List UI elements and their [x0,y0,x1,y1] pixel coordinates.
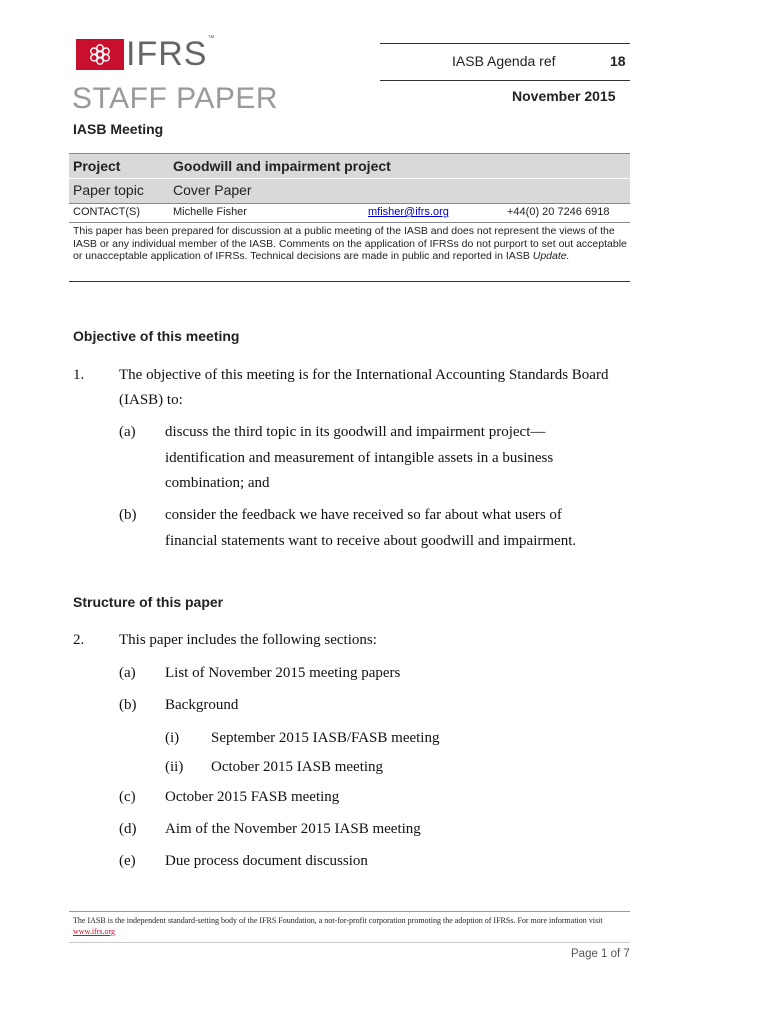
contact-name: Michelle Fisher [173,206,247,218]
list-item-text: October 2015 FASB meeting [165,789,340,805]
section-heading-objective: Objective of this meeting [73,328,240,344]
list-label: (a) [119,424,136,440]
list-item-text: discuss the third topic in its goodwill and impairment project— [165,424,546,440]
sublist-label: (ii) [165,759,184,775]
list-label: (e) [119,853,136,869]
para-text: The objective of this meeting is for the International Accounting Standards Board [119,367,609,383]
project-value: Goodwill and impairment project [173,158,391,174]
footer-note: The IASB is the independent standard-setting body of the IFRS Foundation, a not-for-profit corporation promoting the adoption of IFRSs. For more information visit www.ifrs.org [73,916,603,936]
footer-link[interactable]: www.ifrs.org [73,927,115,936]
paper-topic-row [69,178,630,204]
list-label: (a) [119,665,136,681]
list-item-text: consider the feedback we have received so far about what users of [165,507,562,523]
contact-phone: +44(0) 20 7246 6918 [507,206,610,218]
ifrs-logo [76,34,216,73]
list-label: (b) [119,507,137,523]
agenda-ref-number: 18 [610,53,626,69]
list-item-text: Aim of the November 2015 IASB meeting [165,821,421,837]
paper-topic-label: Paper topic [73,182,144,198]
para-text: This paper includes the following sections: [119,632,377,648]
contact-label: CONTACT(S) [73,206,141,218]
agenda-ref-label: IASB Agenda ref [452,53,556,69]
page-number: Page 1 of 7 [571,948,630,960]
sublist-item-text: October 2015 IASB meeting [211,759,384,775]
staff-paper-title: STAFF PAPER [72,82,279,115]
sublist-label: (i) [165,730,180,746]
paper-topic-value: Cover Paper [173,182,252,198]
paper-date: November 2015 [512,88,616,104]
ifrs-logo-mark [76,39,124,70]
para-number: 2. [73,632,85,648]
page-rule [69,942,630,943]
list-item-text: identification and measurement of intangible assets in a business [165,450,554,466]
agenda-rule-top [380,43,630,44]
flower-icon [76,39,124,70]
footer-rule [69,911,630,912]
para-number: 1. [73,367,85,383]
contact-email-link[interactable]: mfisher@ifrs.org [368,206,449,218]
disclaimer: This paper has been prepared for discussion at a public meeting of the IASB and does not represent the views of the IASB or any individual member of the IASB. Comments on the application of IFRSs do not purport to set out acceptable or unacceptable application of IFRSs. Technical decisions are made in public and reported in IASB Update. [73,225,627,262]
sublist-item-text: September 2015 IASB/FASB meeting [211,730,440,746]
list-item-text: Due process document discussion [165,853,368,869]
section-heading-structure: Structure of this paper [73,594,224,610]
project-row [69,153,630,178]
agenda-rule-bottom [380,80,630,81]
meeting-name: IASB Meeting [73,121,164,137]
list-label: (d) [119,821,137,837]
disclaimer-rule [69,281,630,282]
list-item-text: combination; and [165,475,270,491]
list-item-text: financial statements want to receive about goodwill and impairment. [165,533,577,549]
para-text: (IASB) to: [119,392,183,408]
list-item-text: List of November 2015 meeting papers [165,665,401,681]
list-label: (b) [119,697,137,713]
logo-wordmark: IFRS™ [126,34,216,73]
list-label: (c) [119,789,136,805]
contact-row [69,203,630,223]
project-label: Project [73,158,121,174]
list-item-text: Background [165,697,239,713]
